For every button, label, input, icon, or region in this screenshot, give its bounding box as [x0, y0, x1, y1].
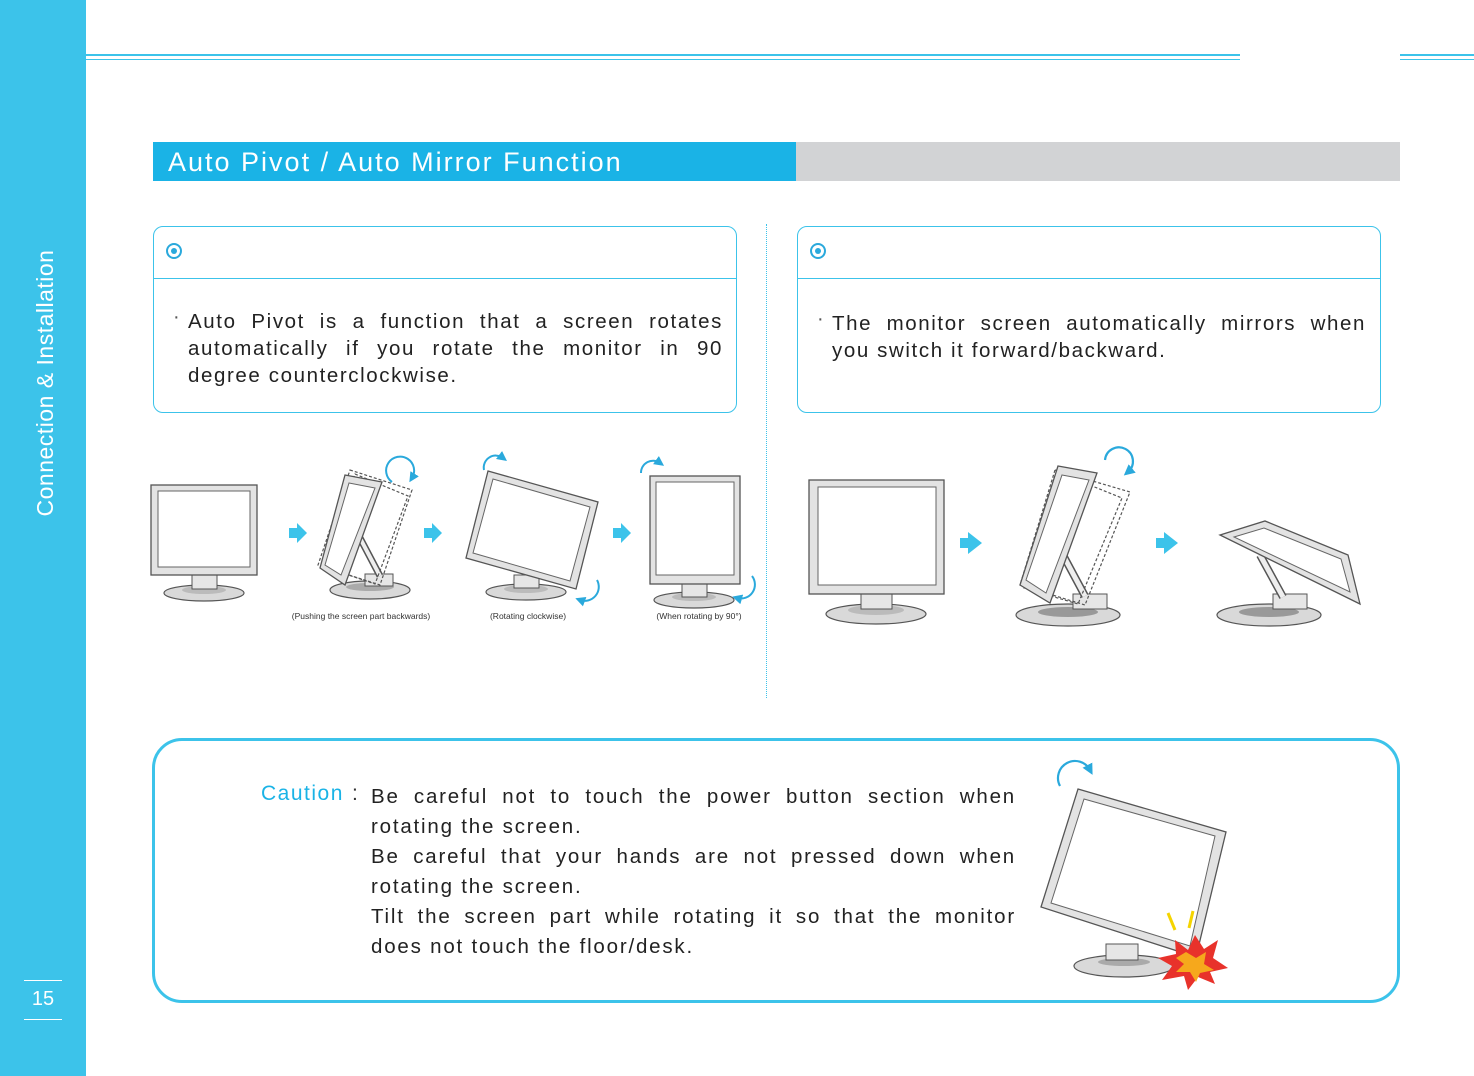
auto-mirror-text: The monitor screen automatically mirrors when you switch it forward/backward.: [832, 312, 1366, 362]
caption-pushing-back: (Pushing the screen part backwards): [291, 611, 431, 621]
rotate-arrow-icon: [641, 461, 660, 473]
monitor-portrait-icon: [650, 476, 740, 608]
caution-colon: :: [352, 782, 358, 805]
page-title: Auto Pivot / Auto Mirror Function: [153, 142, 796, 181]
bullet-dot: ·: [173, 306, 182, 328]
monitor-front-icon: [809, 480, 944, 624]
auto-pivot-text: Auto Pivot is a function that a screen rotates automatically if you rotate the monitor in 90 degree counterclockwise.: [188, 310, 723, 387]
section-title: Connection & Installation: [32, 249, 58, 517]
caption-rotated-90: (When rotating by 90°): [656, 611, 742, 621]
step-arrow-icon: [1156, 532, 1178, 554]
step-arrow-icon: [613, 523, 631, 543]
monitor-rotating-icon: [466, 471, 598, 600]
caption-rotating-clockwise: (Rotating clockwise): [489, 611, 567, 621]
caution-text: [371, 782, 1016, 962]
monitor-mirrored-icon: [1217, 521, 1360, 626]
caution-line-tilt: Tilt the screen part while rotating it so that the monitor does not touch the floor/desk.: [371, 905, 1016, 958]
monitor-upright-icon: [151, 485, 257, 601]
caution-line-power-button: Be careful not to touch the power button section when rotating the screen.: [371, 785, 1016, 838]
step-arrow-icon: [424, 523, 442, 543]
caution-label: Caution: [261, 782, 344, 805]
step-arrow-icon: [960, 532, 982, 554]
bullet-dot: ·: [817, 308, 826, 330]
rotate-arrow-icon: [1105, 447, 1133, 472]
rotate-arrow-icon: [580, 580, 599, 601]
monitor-pushed-back-icon: [318, 470, 412, 599]
rotate-arrow-icon: [386, 457, 414, 482]
caution-line-hands: Be careful that your hands are not pressed down when rotating the screen.: [371, 845, 1016, 898]
monitor-tilting-icon: [1016, 466, 1130, 626]
rotate-arrow-icon: [484, 456, 503, 470]
step-arrow-icon: [289, 523, 307, 543]
page-number: 15: [31, 988, 55, 1010]
